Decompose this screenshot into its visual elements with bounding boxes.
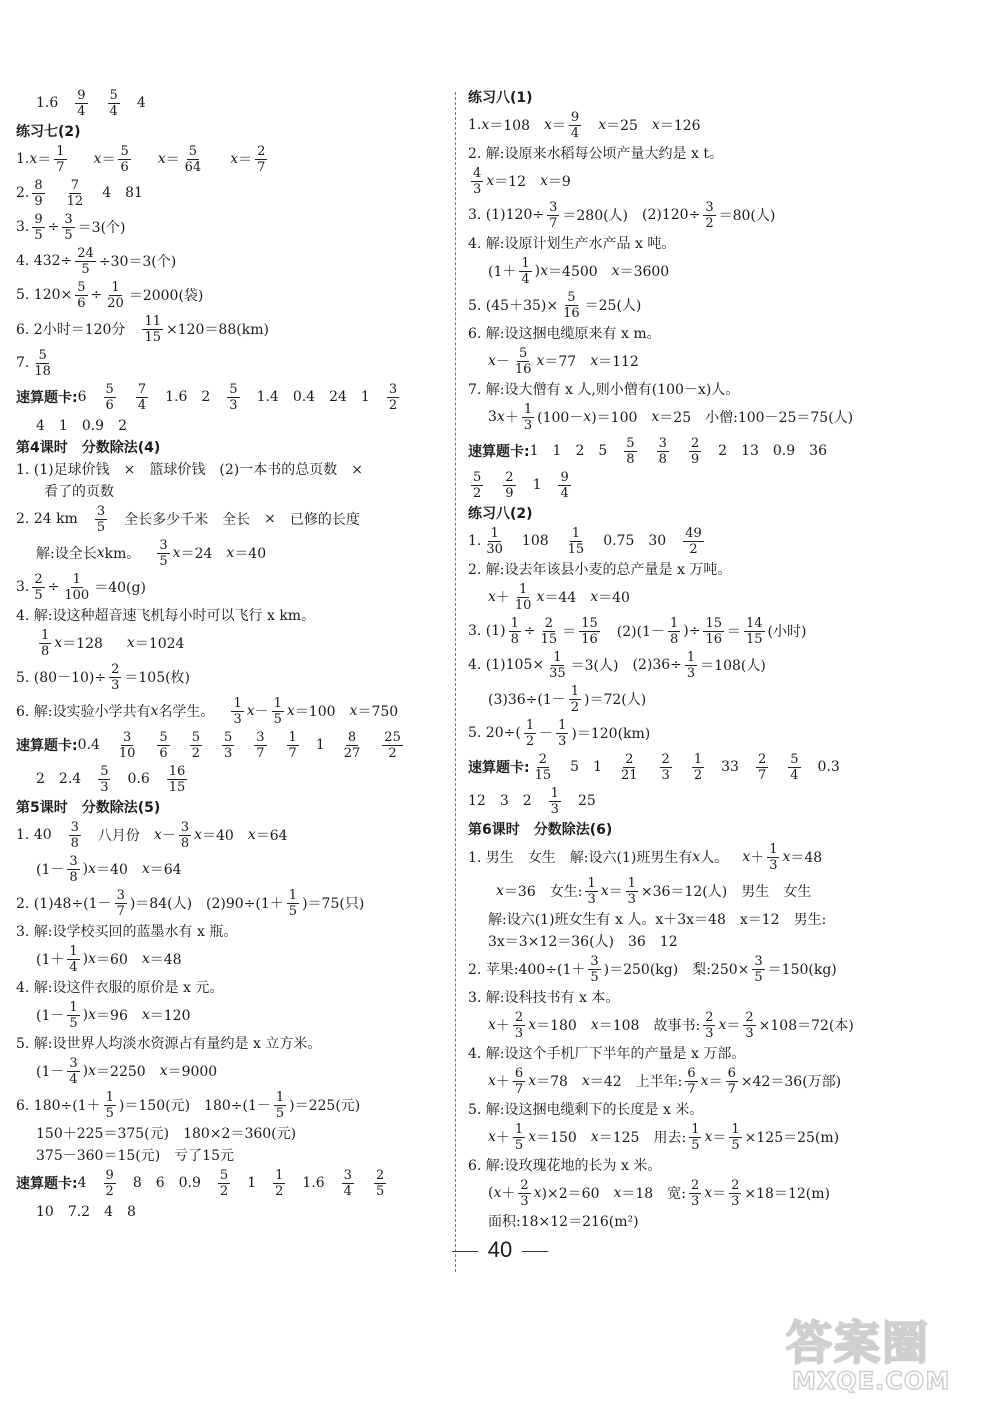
quick-calc-card-cont: 2 2.4 5 3 0.6 16 15 <box>36 763 186 795</box>
answer-1: 1. (1)足球价钱 × 篮球价钱 (2)一本书的总页数 × <box>16 462 363 478</box>
answer-5: 5. (80－10)÷ 2 3 ＝105(枚) <box>16 661 191 693</box>
answer-6: 6. 解:设这捆电缆原来有 x m。 <box>468 326 661 342</box>
answer-3: 3. 解:设科技书有 x 本。 <box>468 990 620 1006</box>
section-heading: 第6课时 分数除法(6) <box>468 822 613 838</box>
answer-2-solution: x ＋ 1 10 x ＝44 x ＝40 <box>488 581 630 613</box>
answer-5: 5. 20÷( 1 2 － 1 3 )＝120(km) <box>468 717 651 749</box>
answer-2: 2. 解:设原来水稻每公顷产量大约是 x t。 <box>468 146 723 162</box>
answer-1-cont: (1－ 3 8 ) x ＝40 x ＝64 <box>36 853 182 885</box>
answer-4-solution: (1－ 1 5 ) x ＝96 x ＝120 <box>36 999 191 1031</box>
fraction: 9 4 <box>77 87 86 119</box>
answer-1-cont: 解:设六(1)班女生有 x 人。x＋3x＝48 x＝12 男生: <box>488 912 827 928</box>
answer-2-solution: 4 3 x ＝12 x ＝9 <box>473 165 571 197</box>
answer-7-solution: 3 x ＋ 1 3 (100－ x )＝100 x ＝25 小僧:100－25＝75(人) <box>488 401 854 433</box>
answer-3: 3. (1) 1 8 ÷ 2 15 ＝ 15 16 (2)(1－ 1 8 )÷ 15 16 ＝ 14 15 (小时) <box>468 615 807 647</box>
answer-4: 4. 432÷ 24 5 ÷30＝3(个) <box>16 245 177 277</box>
answer-4: 4. 解:设这种超音速飞机每小时可以飞行 x km。 <box>16 608 316 624</box>
page-number: 40 <box>0 1237 1000 1263</box>
answer-4-cont: (3)36÷(1－ 1 2 )＝72(人) <box>488 683 647 715</box>
quick-calc-card: 速算题卡: 6 5 6 7 4 1.6 2 5 3 1.4 0.4 24 1 3 2 <box>16 381 398 413</box>
answer-2: 2. 8 9 7 12 4 81 <box>16 177 143 209</box>
section-heading: 第4课时 分数除法(4) <box>16 440 161 456</box>
quick-calc-card-cont: 4 1 0.9 2 <box>36 418 127 434</box>
answer-6-area: 面积:18×12＝216(m²) <box>488 1214 639 1230</box>
answer-5: 5. 解:设世界人均淡水资源占有量约是 x 立方米。 <box>16 1036 322 1052</box>
answer-6-cont: 375－360＝15(元) 亏了15元 <box>36 1148 234 1164</box>
section-heading: 第5课时 分数除法(5) <box>16 800 161 816</box>
answer-5: 5. (45＋35)× 5 16 ＝25(人) <box>468 289 642 321</box>
answer-4-solution: x ＋ 6 7 x ＝78 x ＝42 上半年: 6 7 x ＝ 6 7 ×42＝36(万部) <box>488 1065 842 1097</box>
answer-6-cont: 150＋225＝375(元) 180×2＝360(元) <box>36 1126 297 1142</box>
answer-1: 1. x ＝ 1 7 x ＝ 5 6 x ＝ 5 64 x ＝ 2 7 <box>16 143 266 175</box>
quick-calc-card: 速算题卡: 4 9 2 8 6 0.9 5 2 1 1 2 1.6 3 4 2 5 <box>16 1167 385 1199</box>
answer-1-cont: 3x＝3×12＝36(人) 36 12 <box>488 934 678 950</box>
answer-5: 5. 120× 5 6 ÷ 1 20 ＝2000(袋) <box>16 279 204 311</box>
answer-7: 7. 5 18 <box>16 347 51 379</box>
answer-4: 4. 解:设原计划生产水产品 x 吨。 <box>468 236 676 252</box>
quick-calc-card-cont: 12 3 2 1 3 25 <box>468 785 596 817</box>
answer-1: 1. 40 3 8 八月份 x － 3 8 x ＝40 x ＝64 <box>16 819 288 851</box>
answer-4: 4. 解:设这个手机厂下半年的产量是 x 万部。 <box>468 1046 746 1062</box>
answer-5-solution: x ＋ 1 5 x ＝150 x ＝125 用去: 1 5 x ＝ 1 5 ×125＝25(m) <box>488 1121 840 1153</box>
quick-calc-card-cont: 10 7.2 4 8 <box>36 1204 136 1220</box>
watermark-logo <box>786 1307 986 1403</box>
answer-4: 4. (1)105× 1 35 ＝3(人) (2)36÷ 1 3 ＝108(人) <box>468 649 766 681</box>
quick-calc-card: 速算题卡: 2 15 5 1 2 21 2 3 1 2 33 2 7 5 4 0.3 <box>468 751 840 783</box>
answer-3: 3. 9 5 ÷ 3 5 ＝3(个) <box>16 211 126 243</box>
section-heading: 练习八(1) <box>468 90 533 106</box>
answer-3-solution: x ＋ 2 3 x ＝180 x ＝108 故事书: 2 3 x ＝ 2 3 ×108＝72(本) <box>488 1009 854 1041</box>
answer-6: 6. 2小时＝120分 11 15 ×120＝88(km) <box>16 313 269 345</box>
answer-3: 3. (1)120÷ 3 7 ＝280(人) (2)120÷ 3 2 ＝80(人) <box>468 199 776 231</box>
quick-calc-card: 速算题卡: 1 1 2 5 5 8 3 8 2 9 2 13 0.9 36 <box>468 435 827 467</box>
answer-6-solution: x － 5 16 x ＝77 x ＝112 <box>488 345 639 377</box>
answer-2: 2. 苹果:400÷(1＋ 3 5 )＝250(kg) 梨:250× 3 5 ＝150(kg) <box>468 953 837 985</box>
answer-1: 1. x ＝108 x ＝ 9 4 x ＝25 x ＝126 <box>468 109 701 141</box>
right-column <box>468 86 888 1232</box>
answer-5: 5. 解:设这捆电缆剩下的长度是 x 米。 <box>468 1102 704 1118</box>
answer-6: 6. 180÷(1＋ 1 5 )＝150(元) 180÷(1－ 1 5 )＝225(元) <box>16 1089 361 1121</box>
answer-1: 1. 1 30 108 1 15 0.75 30 49 2 <box>468 525 702 557</box>
answer-4-solution: 1 8 x ＝128 x ＝1024 <box>41 627 185 659</box>
answer-6: 6. 解:设实验小学共有 x 名学生。 1 3 x － 1 5 x ＝100 x ＝750 <box>16 695 399 727</box>
watermark-url: MXQE.COM <box>792 1367 951 1395</box>
answer-2: 2. 24 km 3 5 全长多少千米 全长 × 已修的长度 <box>16 503 360 535</box>
answer-4: 4. 解:设这件衣服的原价是 x 元。 <box>16 980 224 996</box>
answer-6: 6. 解:设玫瑰花地的长为 x 米。 <box>468 1158 662 1174</box>
answer-2: 2. 解:设去年该县小麦的总产量是 x 万吨。 <box>468 562 732 578</box>
answer-4-solution: (1＋ 1 4 ) x ＝4500 x ＝3600 <box>488 255 670 287</box>
answer-5-solution: (1－ 3 4 ) x ＝2250 x ＝9000 <box>36 1055 218 1087</box>
quick-calc-card: 速算题卡: 0.4 3 10 5 6 5 2 5 3 3 7 1 7 1 8 27 25 2 <box>16 729 401 761</box>
answer-text: 4 <box>136 95 146 111</box>
answer-3: 3. 2 5 ÷ 1 100 ＝40(g) <box>16 571 146 603</box>
answer-text: 1.6 <box>36 95 59 111</box>
watermark-title: 答案圈 <box>786 1316 930 1370</box>
left-column <box>16 86 446 1222</box>
answer-6-solution: ( x ＋ 2 3 x )×2＝60 x ＝18 宽: 2 3 x ＝ 2 3 ×18＝12(m) <box>488 1177 830 1209</box>
answer-2: 2. (1)48÷(1－ 3 7 )＝84(人) (2)90÷(1＋ 1 5 )＝75(只) <box>16 887 365 919</box>
answer-3: 3. 解:设学校买回的蓝墨水有 x 瓶。 <box>16 924 238 940</box>
column-divider <box>455 92 456 1272</box>
answer-1-cont: x ＝36 女生: 1 3 x ＝ 1 3 ×36＝12(人) 男生 女生 <box>496 875 812 907</box>
answer-2-solution: 解:设全长 x km。 3 5 x ＝24 x ＝40 <box>36 537 267 569</box>
answer-1-cont: 看了的页数 <box>44 484 114 500</box>
section-heading: 练习七(2) <box>16 124 81 140</box>
fraction: 5 4 <box>109 87 118 119</box>
section-heading: 练习八(2) <box>468 506 533 522</box>
answer-1: 1. 男生 女生 解:设六(1)班男生有 x 人。 x ＋ 1 3 x ＝48 <box>468 841 823 873</box>
quick-calc-card-cont: 5 2 2 9 1 9 4 <box>473 469 569 501</box>
answer-row-top <box>16 86 446 120</box>
answer-7: 7. 解:设大僧有 x 人,则小僧有(100－x)人。 <box>468 382 740 398</box>
answer-3-solution: (1＋ 1 4 ) x ＝60 x ＝48 <box>36 943 182 975</box>
